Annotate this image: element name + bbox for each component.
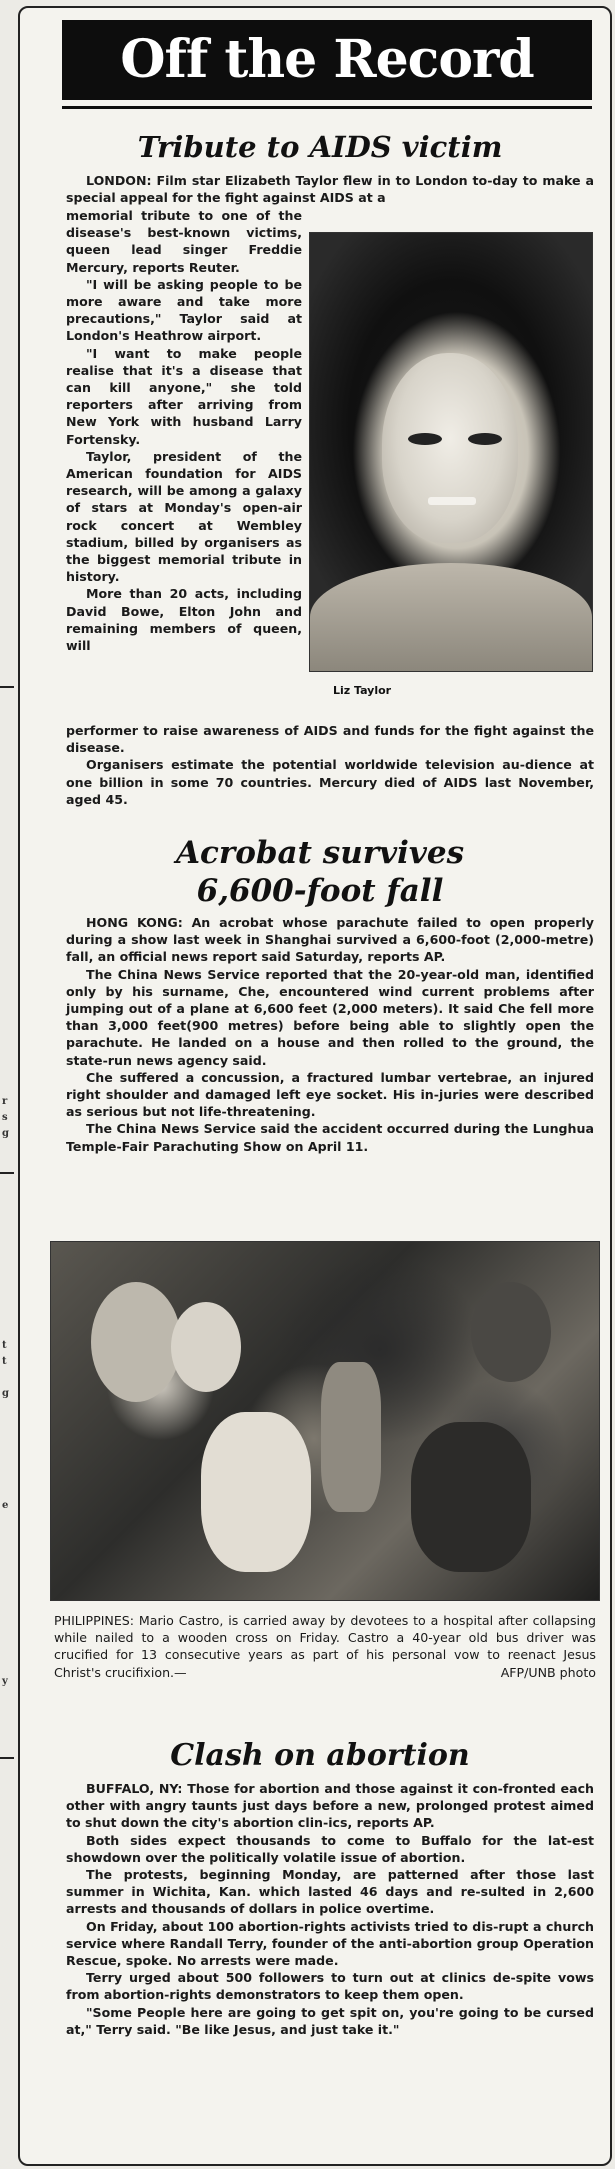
photo-figure — [91, 1282, 181, 1402]
story2-para: HONG KONG: An acrobat whose parachute failed to open properly during a show last week in Shanghai survived a 6,600-foot (2,000-metre) fall, an official news report said Saturday, reports AP. — [66, 915, 594, 965]
photo2-caption-text: PHILIPPINES: Mario Castro, is carried away by devotees to a hospital after collapsing while nailed to a wooden cross on Friday. Castro a 40-year old bus driver was crucified for 13 consecutive years as part of his personal vow to reenact Jesus Christ's crucifixion.— — [54, 1613, 596, 1680]
column-rule — [0, 1172, 14, 1174]
photo-eye — [408, 433, 442, 445]
masthead — [62, 20, 592, 100]
story1-para: performer to raise awareness of AIDS and funds for the fight against the disease. — [66, 723, 594, 756]
column-rule — [0, 686, 14, 688]
photo-figure — [171, 1302, 241, 1392]
photo-figure — [321, 1362, 381, 1512]
clipped-letter: g — [2, 1388, 9, 1399]
story3-headline: Clash on abortion — [170, 1738, 470, 1773]
masthead-rule — [62, 106, 592, 109]
story1-para: "I will be asking people to be more aware and take more precautions," Taylor said at London's Heathrow airport. — [66, 276, 302, 344]
story3-para: "Some People here are going to get spit on, you're going to be cursed at," Terry said. "Be like Jesus, and just take it." — [66, 2004, 594, 2037]
photo-figure — [201, 1412, 311, 1572]
story1-para: Taylor, president of the American foundation for AIDS research, will be among a galaxy of stars at Monday's open-air rock concert at Wembley stadium, billed by organisers as the biggest memorial tribute in history. — [66, 448, 302, 585]
photo-shoulder — [310, 563, 592, 671]
story2-headline-line2: 6,600-foot fall — [196, 873, 444, 909]
story2-para: The China News Service reported that the 20-year-old man, identified only by his surname, Che, encountered wind current problems after jumping out of a plane at 6,600 feet (2,000 meters). It said Che fell more than 3,000 feet(900 metres) before being able to slightly open the parachute. He landed on a house and then rolled to the ground, the state-run news agency said. — [66, 966, 594, 1068]
story2-para: The China News Service said the accident occurred during the Lunghua Temple-Fair Parachuting Show on April 11. — [66, 1121, 594, 1154]
story3-para: BUFFALO, NY: Those for abortion and those against it con-fronted each other with angry taunts just days before a new, prolonged protest aimed to shut down the city's abortion clin-ics, reports AP. — [66, 1781, 594, 1831]
story3-body — [66, 1780, 594, 2038]
story1-headline: Tribute to AIDS victim — [137, 130, 503, 164]
story1-para: "I want to make people realise that it's a disease that can kill anyone," she told reporters after arriving from New York with husband Larry Fortensky. — [66, 345, 302, 447]
story2-para: Che suffered a concussion, a fractured lumbar vertebrae, an injured right shoulder and damaged left eye socket. His in-juries were described as serious but not life-threatening. — [66, 1069, 594, 1120]
photo-figure — [411, 1422, 531, 1572]
story3-para: The protests, beginning Monday, are patterned after those last summer in Wichita, Kan. which lasted 46 days and re-sulted in 2,600 arrests and thousands of dollars in police overtime. — [66, 1867, 594, 1917]
clipped-letter: g — [2, 1128, 9, 1139]
photo-credit: AFP/UNB photo — [500, 1664, 596, 1680]
story2-headline-line1: Acrobat survives — [175, 835, 465, 871]
masthead-title: Off the Record — [120, 29, 534, 90]
photo2-caption — [54, 1612, 596, 1681]
photo-figure — [471, 1282, 551, 1382]
story1-intro-para: LONDON: Film star Elizabeth Taylor flew in to London to-day to make a special appeal for the fight against AIDS at a — [66, 173, 594, 206]
clipped-letter: s — [2, 1112, 8, 1123]
story1-continued — [66, 722, 594, 808]
clipped-letter: y — [2, 1676, 8, 1687]
crucifixion-crowd-photo — [50, 1241, 600, 1601]
liz-photo-caption: Liz Taylor — [333, 684, 392, 697]
photo-face — [382, 353, 518, 543]
story1-intro — [66, 172, 594, 206]
clipped-letter: e — [2, 1500, 9, 1511]
newspaper-page — [18, 6, 612, 2166]
clipped-letter: t — [2, 1340, 7, 1351]
clipped-letter: r — [2, 1096, 8, 1107]
story3-para: On Friday, about 100 abortion-rights activists tried to dis-rupt a church service where Randall Terry, founder of the anti-abortion group Operation Rescue, spoke. No arrests were made. — [66, 1918, 594, 1969]
adjacent-column-edge — [0, 0, 18, 2169]
clipped-letter: t — [2, 1356, 7, 1367]
story1-para: memorial tribute to one of the disease's best-known victims, queen lead singer Freddie Mercury, reports Reuter. — [66, 208, 302, 275]
story1-para: More than 20 acts, including David Bowe, Elton John and remaining members of queen, will — [66, 586, 302, 654]
photo-teeth — [428, 497, 476, 505]
story1-para: Organisers estimate the potential worldwide television au-dience at one billion in some 70 countries. Mercury died of AIDS last November, aged 45. — [66, 757, 594, 807]
story3-para: Terry urged about 500 followers to turn out at clinics de-spite vows from abortion-rights demonstrators to keep them open. — [66, 1970, 594, 2003]
photo-eye — [468, 433, 502, 445]
story2-body — [66, 914, 594, 1155]
liz-taylor-photo — [309, 232, 593, 672]
story3-para: Both sides expect thousands to come to Buffalo for the lat-est showdown over the politically volatile issue of abortion. — [66, 1832, 594, 1865]
story1-wrap-column — [66, 207, 302, 654]
column-rule — [0, 1757, 14, 1759]
